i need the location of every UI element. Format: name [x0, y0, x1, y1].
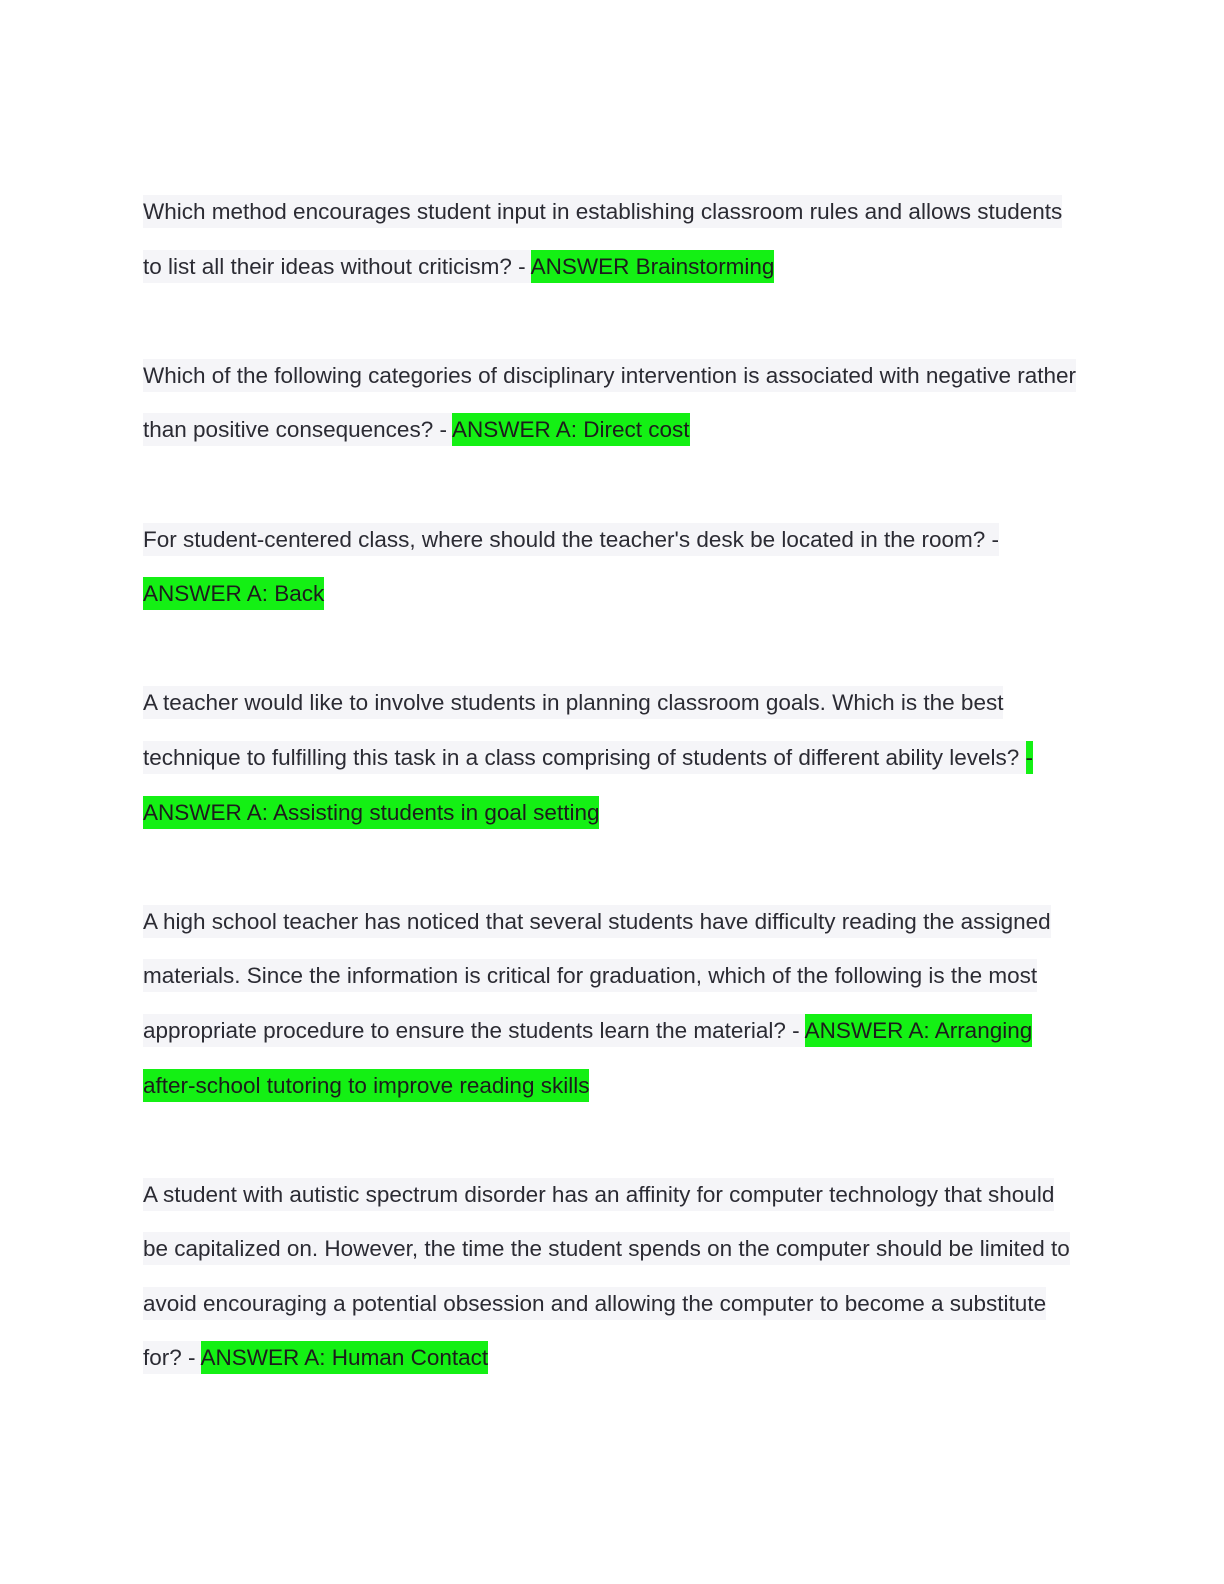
qa-list: [143, 185, 1083, 1441]
qa-item: [143, 895, 1083, 1113]
question-text: A student with autistic spectrum disorder has an affinity for computer technology that should be capitalized on. However, the time the student spends on the computer should be limited to avoid encouraging a potential obsession and allowing the computer to become a substitute for? -: [143, 1178, 1070, 1375]
question-text: For student-centered class, where should the teacher's desk be located in the room? -: [143, 523, 999, 556]
qa-item: [143, 513, 1083, 622]
answer-text: - ANSWER A: Assisting students in goal setting: [143, 741, 1033, 829]
qa-item: [143, 676, 1083, 840]
qa-item: [143, 185, 1083, 294]
question-text: Which method encourages student input in establishing classroom rules and allows students to list all their ideas without criticism? -: [143, 195, 1062, 283]
question-text: A teacher would like to involve students in planning classroom goals. Which is the best technique to fulfilling this task in a class comprising of students of different ability levels?: [143, 686, 1026, 774]
answer-text: ANSWER A: Human Contact: [201, 1341, 489, 1374]
qa-item: [143, 1168, 1083, 1386]
question-text: A high school teacher has noticed that several students have difficulty reading the assigned materials. Since the information is critical for graduation, which of the following is the most appropriate procedure to ensure the students learn the material? -: [143, 905, 1051, 1047]
answer-text: ANSWER A: Arranging after-school tutoring to improve reading skills: [143, 1014, 1032, 1102]
answer-text: ANSWER A: Direct cost: [452, 413, 690, 446]
answer-text: ANSWER A: Back: [143, 577, 324, 610]
answer-text: ANSWER Brainstorming: [531, 250, 775, 283]
qa-item: [143, 349, 1083, 458]
question-text: Which of the following categories of disciplinary intervention is associated with negative rather than positive consequences? -: [143, 359, 1076, 447]
